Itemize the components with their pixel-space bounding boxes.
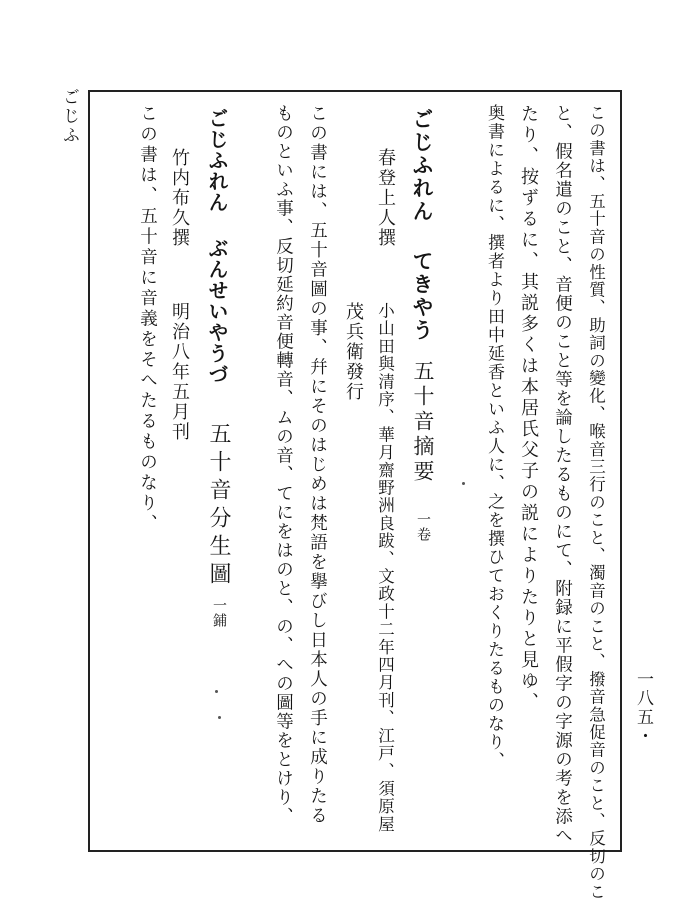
entry1-line-4: 奥書によるに、撰者より田中延香といふ人に、之を撰ひておくりたるものなり、 [484, 104, 504, 770]
entry2-author: 春登上人撰 [375, 148, 396, 248]
entry2-line-1: この書には、五十音圖の事、幷にそのはじめは梵語を擧びし日本人の手に成りたる [307, 104, 328, 826]
entry3-author: 竹内布久撰 [169, 148, 190, 248]
entry1-line-3: たり、按ずるに、其説多くは本居氏父子の説によりたりと見ゆ、 [518, 104, 539, 713]
entry3-date: 明治八年五月刊 [169, 302, 190, 442]
scan-speck [218, 716, 221, 719]
entry2-volumes: 一卷 [415, 512, 431, 542]
scan-speck [215, 690, 218, 693]
entry1-line-1: この書は、五十音の性質、助詞の變化、喉音三行のこと、濁音のこと、撥音急促音のこと、反切のこ [586, 104, 606, 901]
entry2-line-2: ものといふ事、反切延約音便轉音、ムの音、てにをはのと、の、への圖等をとけり、 [273, 104, 294, 826]
entry3-kana-title: ごじふれん ぶんせいやうづ [205, 108, 229, 385]
entry3-kanji-title: 五十音分生圖 [206, 422, 231, 590]
entry2-kana-title: ごじふれん てきやう [410, 108, 435, 342]
entry1-line-2: と、假名遣のこと、音便のこと等を論したるものにて、附録に平假字の字源の考を添へ [552, 104, 573, 845]
entry2-kanji-title: 五十音摘要 [411, 360, 435, 485]
page-number: 一八五・ [633, 670, 653, 746]
entry2-publisher: 茂兵衛發行 [343, 302, 364, 402]
entry2-preface: 小山田與清序、華月齋野洲良跋、文政十二年四月刊、江戸、須原屋 [375, 302, 395, 833]
entry3-line-1: この書は、五十音に音義をそへたるものなり、 [137, 104, 158, 535]
entry3-volumes: 一鋪 [211, 598, 227, 628]
scan-speck [462, 482, 465, 485]
running-header: ごじふ [59, 88, 79, 145]
